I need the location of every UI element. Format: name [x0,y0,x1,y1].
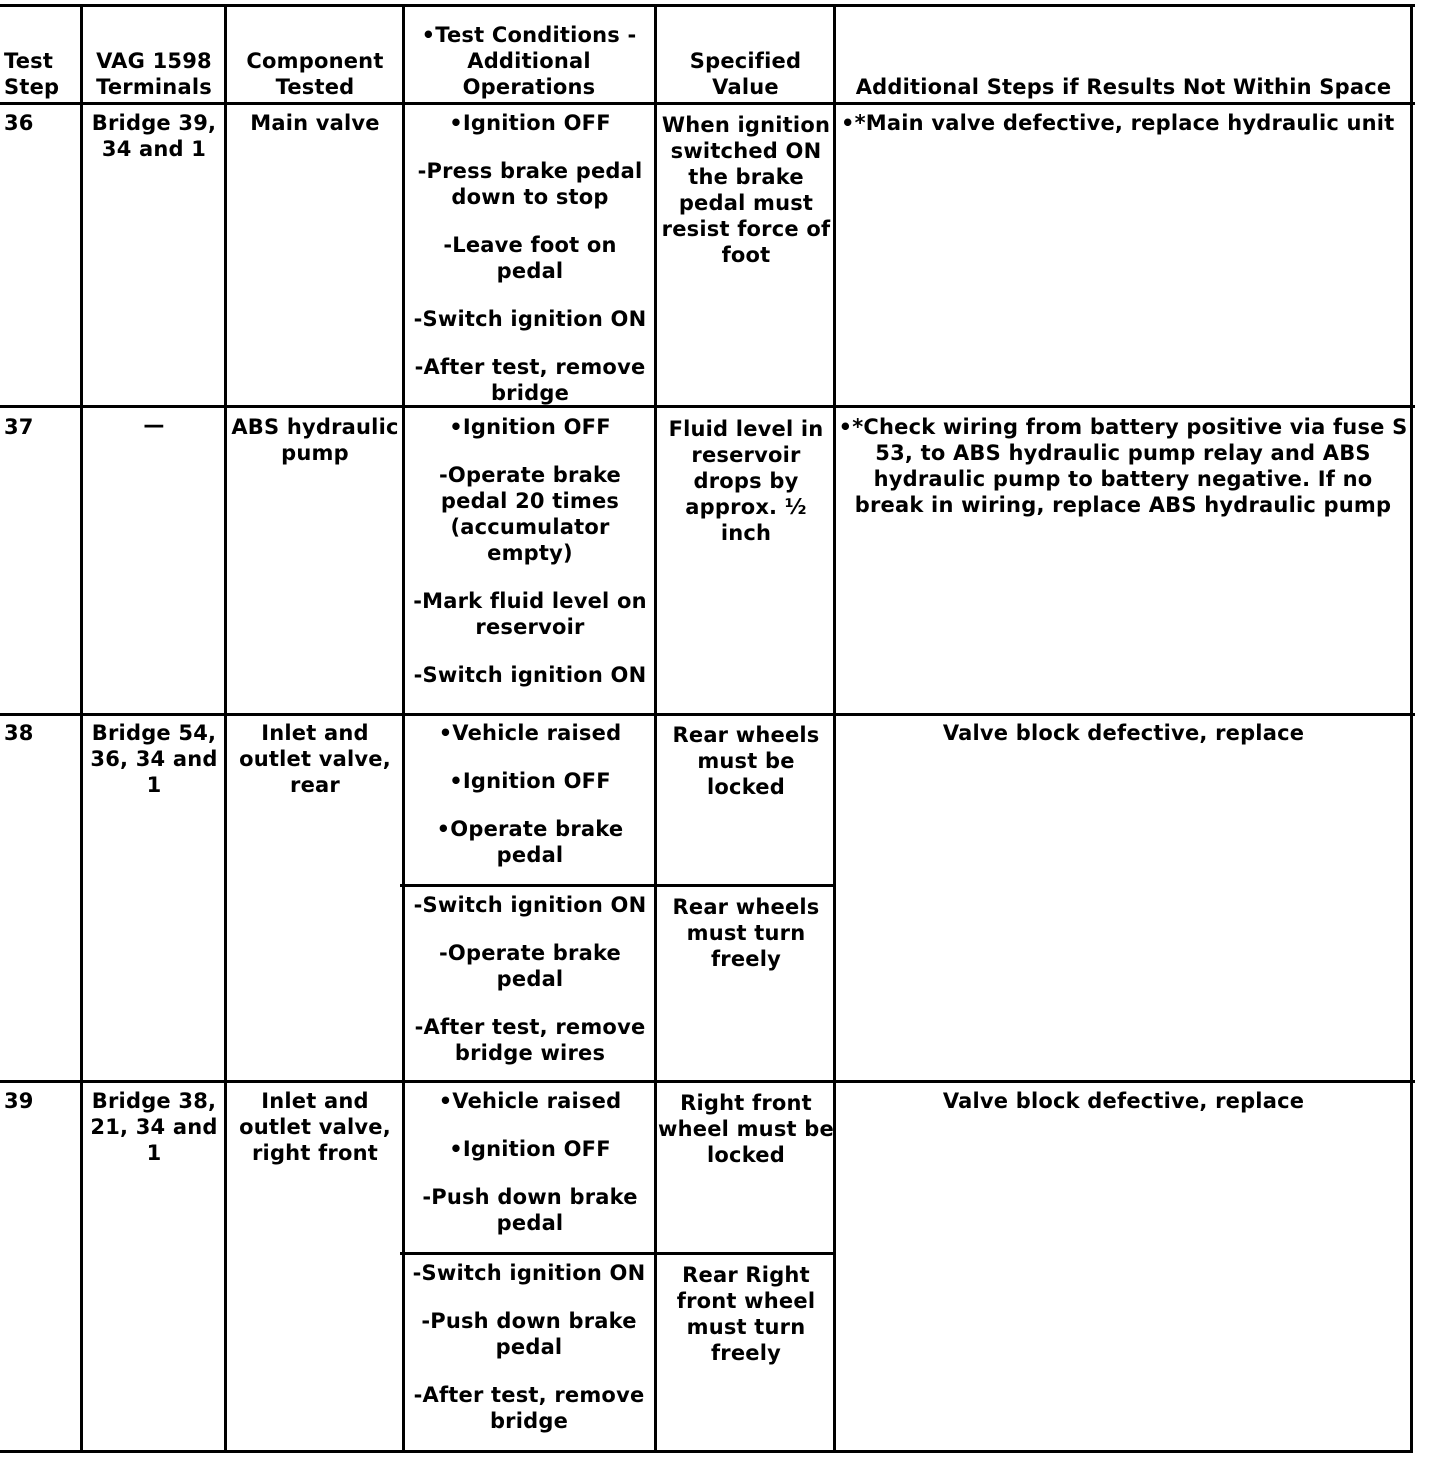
row-divider [0,1080,1415,1083]
header-terminals: VAG 1598 Terminals [96,49,212,99]
row-38-additional: Valve block defective, replace [942,721,1305,745]
row-divider [0,405,1415,408]
condition-item: -Switch ignition ON [413,307,647,331]
condition-item: •Ignition OFF [449,1137,611,1161]
row-37-specified: Fluid level in reservoir drops by approx. ½ inch [668,417,824,545]
header-test-step: Test Step [4,49,60,99]
condition-item: -Push down brake pedal [421,1309,637,1359]
row-37-step: 37 [4,415,34,439]
row-38-conditions-b [408,892,652,1066]
row-37-conditions [408,414,652,688]
column-divider [833,4,836,1453]
table-bottom-border [0,1450,1410,1453]
condition-item: •Operate brake pedal [436,817,624,867]
header-conditions: •Test Conditions -Additional Operations [421,23,637,99]
header-divider [0,102,1415,105]
row-36-specified: When ignition switched ON the brake pedal must resist force of foot [661,113,831,267]
table-right-border [1410,4,1413,1453]
table-top-border [0,4,1415,7]
condition-item: -Switch ignition ON [413,663,647,687]
condition-item: -Push down brake pedal [422,1185,638,1235]
header-additional-steps: Additional Steps if Results Not Within Space [855,75,1392,99]
row-36-additional: •*Main valve defective, replace hydraulic unit [841,111,1395,135]
condition-item: •Vehicle raised [438,1089,622,1113]
row-37-component: ABS hydraulic pump [231,415,399,465]
row-39-step: 39 [4,1089,34,1113]
sub-row-divider [400,1252,833,1255]
condition-item: -Switch ignition ON [412,1261,646,1285]
condition-item: -Switch ignition ON [413,893,647,917]
condition-item: -After test, remove bridge [413,1383,645,1433]
row-39-conditions-a [408,1088,652,1236]
condition-item: -Press brake pedal down to stop [417,159,643,209]
row-36-component: Main valve [250,111,380,135]
row-38-step: 38 [4,721,34,745]
condition-item: •Ignition OFF [449,111,611,135]
condition-item: -After test, remove bridge [414,355,646,405]
row-36-conditions [408,110,652,406]
row-38-terminals: Bridge 54, 36, 34 and 1 [90,721,218,797]
row-39-specified-b: Rear Right front wheel must turn freely [676,1263,816,1365]
row-38-conditions-a [408,720,652,868]
row-36-step: 36 [4,111,34,135]
column-divider [402,4,405,1453]
column-divider [654,4,657,1453]
row-36-terminals: Bridge 39, 34 and 1 [91,111,217,161]
row-38-specified-b: Rear wheels must turn freely [672,895,820,971]
header-specified-value: Specified Value [689,49,802,99]
row-37-terminals: — [143,413,165,437]
condition-item: •Vehicle raised [438,721,622,745]
condition-item: -Operate brake pedal [439,941,621,991]
column-divider [80,4,83,1453]
condition-item: •Ignition OFF [449,415,611,439]
row-37-additional: •*Check wiring from battery positive via fuse S 53, to ABS hydraulic pump relay and ABS hydraulic pump to battery negative. If no break in wiring, replace ABS hydraulic pump [838,415,1408,517]
condition-item: •Ignition OFF [449,769,611,793]
column-divider [224,4,227,1453]
sub-row-divider [400,884,833,887]
condition-item: -Mark fluid level on reservoir [413,589,647,639]
row-divider [0,713,1415,716]
condition-item: -After test, remove bridge wires [414,1015,646,1065]
row-39-component: Inlet and outlet valve, right front [239,1089,391,1165]
row-39-specified-a: Right front wheel must be locked [658,1091,834,1167]
row-39-additional: Valve block defective, replace [942,1089,1305,1113]
condition-item: -Operate brake pedal 20 times (accumulator empty) [439,463,621,565]
header-component: Component Tested [246,49,384,99]
row-39-terminals: Bridge 38, 21, 34 and 1 [90,1089,218,1165]
row-39-conditions-b [404,1260,654,1434]
condition-item: -Leave foot on pedal [443,233,617,283]
row-38-component: Inlet and outlet valve, rear [239,721,391,797]
row-38-specified-a: Rear wheels must be locked [672,723,820,799]
